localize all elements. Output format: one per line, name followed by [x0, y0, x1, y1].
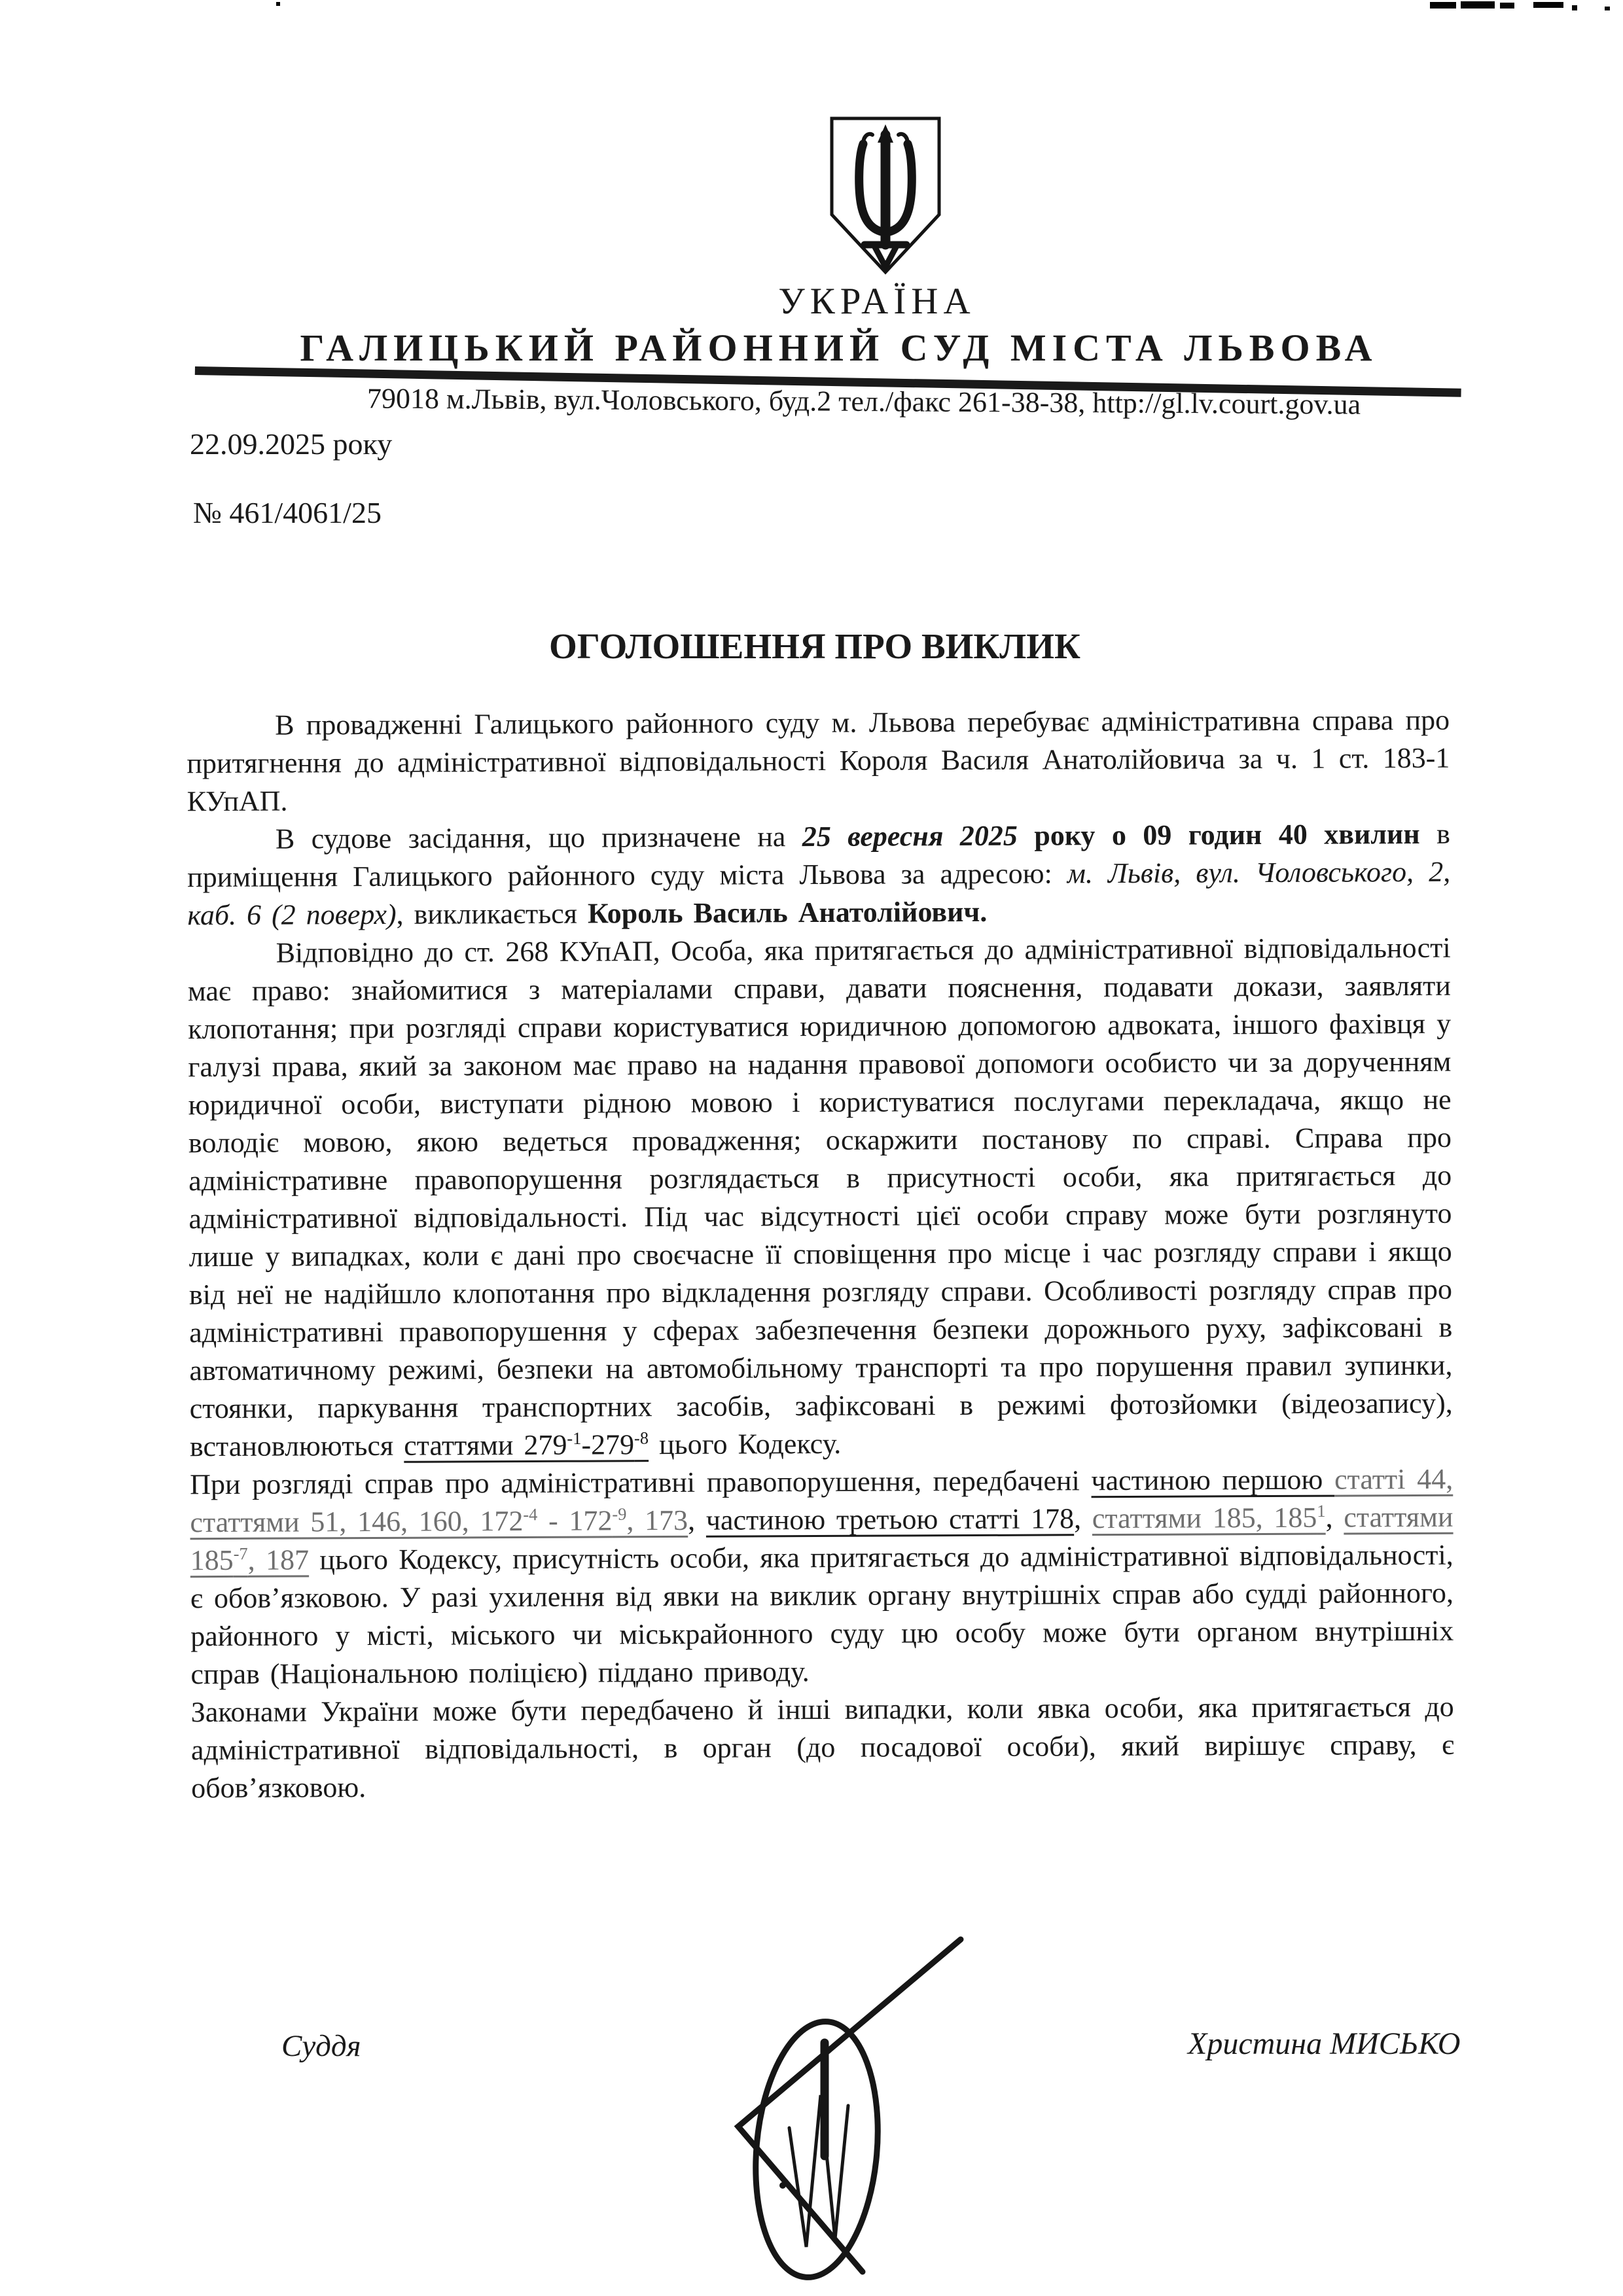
court-address: 79018 м.Львів, вул.Чоловського, буд.2 тел./факс 261-38-38, http://gl.lv.court.gov.ua — [366, 382, 1361, 421]
scan-artifact-dot — [1605, 7, 1610, 10]
document-date: 22.09.2025 року — [190, 427, 393, 461]
handwritten-signature-icon — [654, 1930, 982, 2296]
scan-artifact-dash — [1430, 2, 1456, 9]
country-name: УКРАЇНА — [778, 281, 976, 322]
scan-artifact-dot — [1572, 5, 1577, 10]
announcement-body — [187, 701, 1454, 1807]
paragraph-rights-article-268: Відповідно до ст. 268 КУпАП, Особа, яка притягається до адміністративної відповідальності має право: знайомитися з матеріалами справи, давати пояснення, подавати докази, заявляти клопотання; при розгляді справи користуватися юридичною допомогою адвоката, іншого фахівця у галузі права, який за законом має право на надання правової допомоги особисто чи за дорученням юридичної особи, виступати рідною мовою і користуватися послугами перекладача, якщо не володіє мовою, якою ведеться провадження; оскаржити постанову по справі. Справа про адміністративне правопорушення розглядається в присутності особи, яка притягається до адміністративної відповідальності. Під час відсутності цієї особи справу може бути розглянуто лише у випадках, коли є дані про своєчасне її сповіщення про місце і час розгляду справи і якщо від неї не надійшло клопотання про відкладення розгляду справи. Особливості розгляду справ про адміністративні правопорушення у сферах забезпечення безпеки дорожнього руху, зафіксовані в автоматичному режимі, безпеки на автомобільному транспорті та про порушення правил зупинки, стоянки, паркування транспортних засобів, зафіксовані в режимі фотозйомки (відеозапису), встановлюються статтями $279^{-1}-279^{-8}$ цього Кодексу. — [187, 931, 1453, 1463]
judge-name: Христина МИСЬКО — [1188, 2026, 1461, 2061]
judge-label: Суддя — [281, 2029, 361, 2063]
paragraph-hearing-summons: В судове засідання, що призначене на 25 вересня 2025 року о 09 годин 40 хвилин в приміщення Галицького районного суду міста Львова за адресою: м. Львів, вул. Чоловського, 2, каб. 6 (2 поверх), викликається Король Василь Анатолійович. — [187, 817, 1451, 932]
scan-artifact-dash — [1461, 1, 1495, 9]
paragraph-case-info: В провадженні Галицького районного суду м. Львова перебуває адміністративна справа про притягнення до адміністративної відповідальності Короля Василя Анатолійовича за ч. 1 ст. 183-1 КУпАП. — [187, 703, 1450, 818]
case-number: № 461/4061/25 — [193, 496, 382, 529]
scan-artifact-dash — [1500, 3, 1514, 9]
paragraph-mandatory-presence: При розгляді справ про адміністративні правопорушення, передбачені частиною першою статті 44, статтями 51, 146, 160, $172^{-4} - 172^{-9}$, 173, частиною третьою статті 178, статтями 185, $185^1$, статтями $185^{-7}$, 187 цього Кодексу, присутність особи, яка притягається до адміністративної відповідальності, є обов’язковою. У разі ухилення від явки на виклик органу внутрішніх справ або судді районного, районного у місті, міського чи міськрайонного суду цю особу може бути органом внутрішніх справ (Національною поліцією) піддано приводу. — [190, 1462, 1454, 1691]
scan-artifact-dash — [1533, 2, 1563, 8]
court-name: ГАЛИЦЬКИЙ РАЙОННИЙ СУД МІСТА ЛЬВОВА — [300, 327, 1378, 369]
scan-artifact-dot — [276, 2, 280, 6]
ukraine-trident-coat-of-arms-icon — [827, 115, 944, 276]
document-title: ОГОЛОШЕННЯ ПРО ВИКЛИК — [549, 626, 1080, 666]
paragraph-other-cases: Законами України може бути передбачено й інші випадки, коли явка особи, яка притягається до адміністративної відповідальності, в орган (до посадової особи), який вирішує справу, є обов’язковою. — [190, 1690, 1455, 1805]
